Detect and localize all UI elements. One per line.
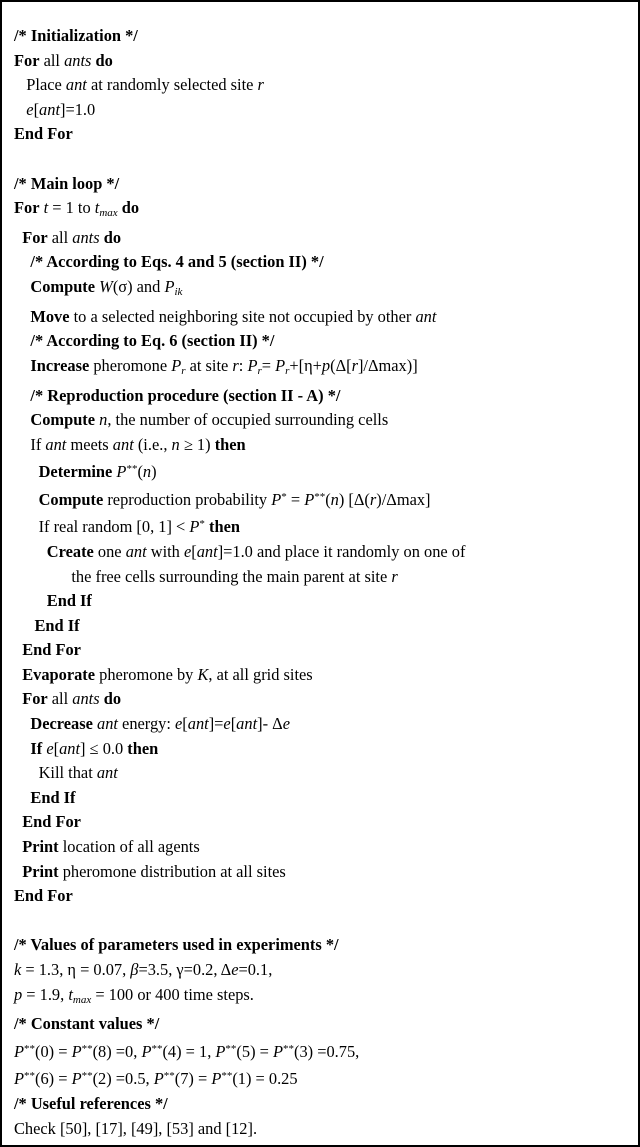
- code-line-create-ant-cont: the free cells surrounding the main parent at site r: [14, 566, 398, 586]
- code-line-decrease-energy: Decrease ant energy: e[ant]=e[ant]- Δe: [30, 714, 290, 734]
- code-line-compute-w-p: Compute W(σ) and $P_{ik}$: [30, 277, 183, 299]
- code-line-end-for-4: End For: [14, 886, 73, 906]
- code-line-if-real-random: If real random [0, 1] < P* then: [14, 517, 240, 537]
- blank-line-2: [14, 909, 624, 934]
- code-line-constants-1: P**(0) = P**(8) =0, P**(4) = 1, P**(5) = P**(3) =0.75,: [14, 1041, 360, 1061]
- code-line-comment-eq6: /* According to Eq. 6 (section II) */: [30, 331, 275, 351]
- code-line-comment-reproduction: /* Reproduction procedure (section II - A) */: [30, 385, 341, 405]
- code-line-end-if-3: End If: [30, 787, 76, 807]
- code-line-end-if-2: End If: [34, 615, 80, 635]
- code-line-comment-constants: /* Constant values */: [14, 1014, 160, 1034]
- code-line-end-for-2: End For: [22, 640, 81, 660]
- code-line-for-all-ants-2: For all ants do: [22, 227, 122, 247]
- code-line-move-to-site: Move to a selected neighboring site not occupied by other ant: [30, 306, 437, 326]
- code-line-kill-ant: Kill that ant: [14, 763, 118, 783]
- code-line-constants-2: P**(6) = P**(2) =0.5, P**(7) = P**(1) = 0.25: [14, 1069, 298, 1089]
- code-line-compute-n: Compute n, the number of occupied surrounding cells: [30, 410, 389, 430]
- blank-line-1: [14, 147, 624, 172]
- code-line-end-for-3: End For: [22, 812, 81, 832]
- algorithm-listing: [14, 24, 624, 1141]
- code-line-if-ant-meets-ant: If ant meets ant (i.e., n ≥ 1) then: [14, 434, 246, 454]
- code-line-determine-pstarstar: Determine P**(n): [38, 462, 157, 482]
- code-line-for-all-ants-1: For all ants do: [14, 50, 113, 70]
- code-line-end-for-1: End For: [14, 124, 73, 144]
- code-line-end-if-1: End If: [46, 591, 92, 611]
- code-line-parameter-values-2: p = 1.9, $t_{max} = 100$ or 400 time steps.: [14, 984, 254, 1006]
- code-line-place-ant: Place ant at randomly selected site r: [14, 75, 264, 95]
- code-line-initialization-comment: /* Initialization */: [14, 26, 138, 45]
- code-line-energy-init: e[ant]=1.0: [26, 99, 96, 119]
- code-line-main-loop-comment: /* Main loop */: [14, 173, 120, 193]
- code-line-evaporate: Evaporate pheromone by K, at all grid sites: [22, 664, 313, 684]
- code-line-if-energy-zero: If e[ant] ≤ 0.0 then: [30, 738, 159, 758]
- code-line-print-pheromone: Print pheromone distribution at all sites: [22, 861, 286, 881]
- code-line-for-all-ants-3: For all ants do: [22, 689, 122, 709]
- code-line-compute-reproduction-prob: Compute reproduction probability P* = P**(n) [Δ(r)/Δmax]: [38, 489, 431, 509]
- code-line-parameter-values-1: k = 1.3, η = 0.07, β=3.5, γ=0.2, Δe=0.1,: [14, 960, 273, 980]
- code-line-comment-references: /* Useful references */: [14, 1093, 168, 1113]
- code-line-references: Check [50], [17], [49], [53] and [12].: [14, 1118, 258, 1138]
- code-line-create-ant: Create one ant with e[ant]=1.0 and place it randomly on one of: [46, 541, 466, 561]
- code-line-for-t: For t = 1 to $t_{max}$ do: [14, 198, 140, 220]
- code-line-increase-pheromone: Increase pheromone $P_r$ at site r: $P_r= P_r+[\eta+p(\Delta[r]/\Delta\max)]$: [30, 355, 418, 377]
- code-line-comment-eqs45: /* According to Eqs. 4 and 5 (section II) */: [30, 252, 324, 272]
- code-line-comment-parameters: /* Values of parameters used in experiments */: [14, 935, 339, 955]
- code-line-print-locations: Print location of all agents: [22, 837, 200, 857]
